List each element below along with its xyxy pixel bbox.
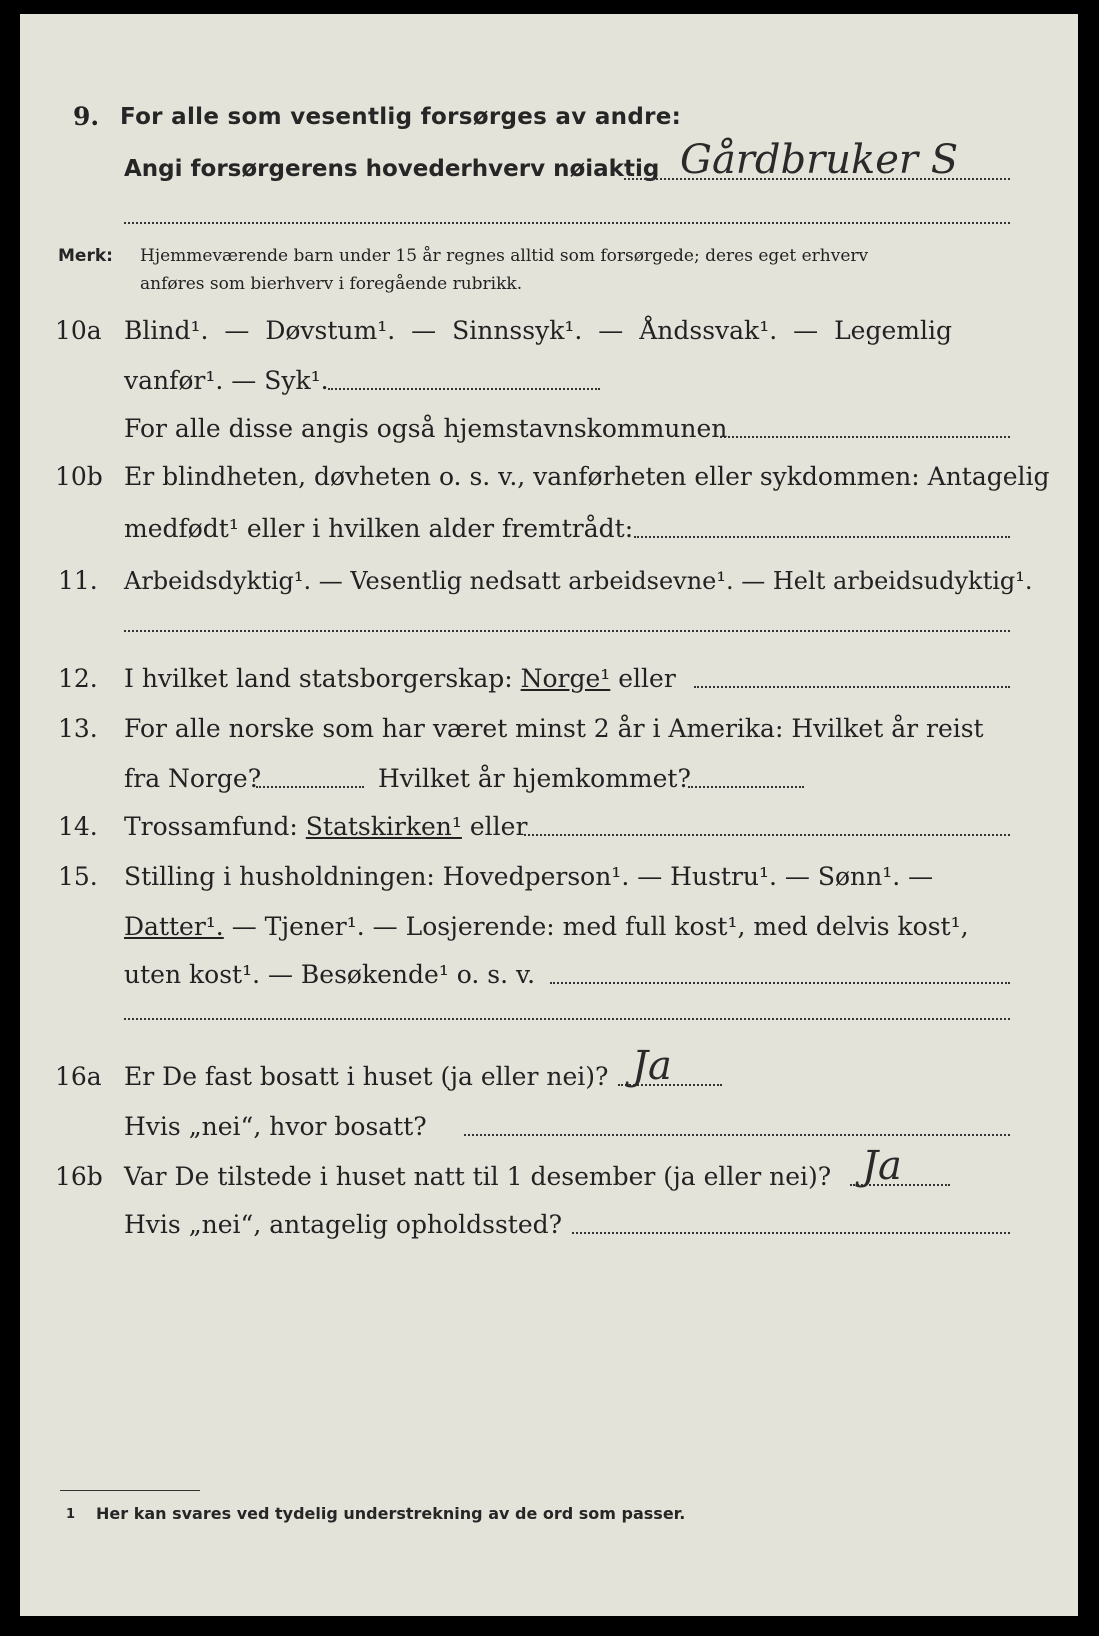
q12-pre: I hvilket land statsborgerskap: <box>124 664 513 693</box>
q10a-line2: vanfør¹. — Syk¹. <box>124 366 329 395</box>
q9-answer: Gårdbruker S <box>680 137 959 183</box>
footnote-text: Her kan svares ved tydelig understrekning av de ord som passer. <box>96 1504 686 1523</box>
q13-number: 13. <box>58 714 98 743</box>
q16b-line2: Hvis „nei“, antagelig opholdssted? <box>124 1210 563 1239</box>
q11-extra-line <box>124 630 1010 632</box>
q15-number: 15. <box>58 862 98 891</box>
q15-other-line <box>550 982 1010 984</box>
q14-underlined-option: Statskirken¹ <box>305 812 462 841</box>
q16b-number: 16b <box>55 1162 103 1191</box>
q10b-line1: Er blindheten, døvheten o. s. v., vanførheten eller sykdommen: Antagelig <box>124 462 1050 491</box>
q10a-syk-line <box>328 388 600 390</box>
q10a-line3: For alle disse angis også hjemstavnskommunen <box>124 414 728 443</box>
q13-line2b: Hvilket år hjemkommet? <box>378 764 691 793</box>
q9-number: 9. <box>73 102 100 131</box>
merk-label: Merk: <box>58 246 113 266</box>
q12-underlined-option: Norge¹ <box>520 664 611 693</box>
q15-underlined-option: Datter¹. <box>124 912 224 941</box>
q10b-number: 10b <box>55 462 103 491</box>
merk-line1: Hjemmeværende barn under 15 år regnes alltid som forsørgede; deres eget erhverv <box>140 246 869 266</box>
q14-pre: Trossamfund: <box>124 812 298 841</box>
q15-line1: Stilling i husholdningen: Hovedperson¹. — Hustru¹. — Sønn¹. — <box>124 862 934 891</box>
q13-reist-line <box>256 786 364 788</box>
q12-other-line <box>694 686 1010 688</box>
footnote-rule <box>60 1490 200 1491</box>
q16a-line1: Er De fast bosatt i huset (ja eller nei)? <box>124 1062 609 1091</box>
q14-number: 14. <box>58 812 98 841</box>
q16a-bosatt-line <box>464 1134 1010 1136</box>
q12-text <box>124 664 676 694</box>
q9-line2: Angi forsørgerens hovederhverv nøiaktig <box>124 156 660 182</box>
q16b-line1: Var De tilstede i huset natt til 1 desember (ja eller nei)? <box>124 1162 832 1191</box>
merk-line2: anføres som bierhverv i foregående rubrikk. <box>140 274 523 294</box>
q15-extra-line <box>124 1018 1010 1020</box>
q15-line2 <box>124 912 969 942</box>
q13-line2a: fra Norge? <box>124 764 262 793</box>
q14-post: eller <box>469 812 528 841</box>
q16b-answer: Ja <box>862 1143 902 1189</box>
q16b-opholdssted-line <box>572 1232 1010 1234</box>
q14-text <box>124 812 527 842</box>
q10b-line2: medfødt¹ eller i hvilken alder fremtrådt: <box>124 514 634 543</box>
q13-line1: For alle norske som har været minst 2 år i Amerika: Hvilket år reist <box>124 714 984 743</box>
q15-line2-rest: — Tjener¹. — Losjerende: med full kost¹, med delvis kost¹, <box>231 912 969 941</box>
footnote-mark: 1 <box>66 1507 76 1522</box>
q16a-line2: Hvis „nei“, hvor bosatt? <box>124 1112 427 1141</box>
q9-extra-line <box>124 222 1010 224</box>
q9-line1: For alle som vesentlig forsørges av andre: <box>120 104 682 130</box>
q14-other-line <box>524 834 1010 836</box>
q11-line1: Arbeidsdyktig¹. — Vesentlig nedsatt arbeidsevne¹. — Helt arbeidsudyktig¹. <box>124 567 1033 595</box>
q11-number: 11. <box>58 566 98 595</box>
q10a-line1: Blind¹. — Døvstum¹. — Sinnssyk¹. — Åndssvak¹. — Legemlig <box>124 316 952 345</box>
q13-hjemkommet-line <box>688 786 804 788</box>
census-form-page <box>20 14 1078 1616</box>
q10a-number: 10a <box>55 316 102 345</box>
q12-post: eller <box>618 664 676 693</box>
q16a-answer: Ja <box>632 1043 672 1089</box>
q10b-alder-line <box>634 536 1010 538</box>
q12-number: 12. <box>58 664 98 693</box>
q16a-number: 16a <box>55 1062 102 1091</box>
q10a-kommune-line <box>720 436 1010 438</box>
q15-line3: uten kost¹. — Besøkende¹ o. s. v. <box>124 960 536 989</box>
